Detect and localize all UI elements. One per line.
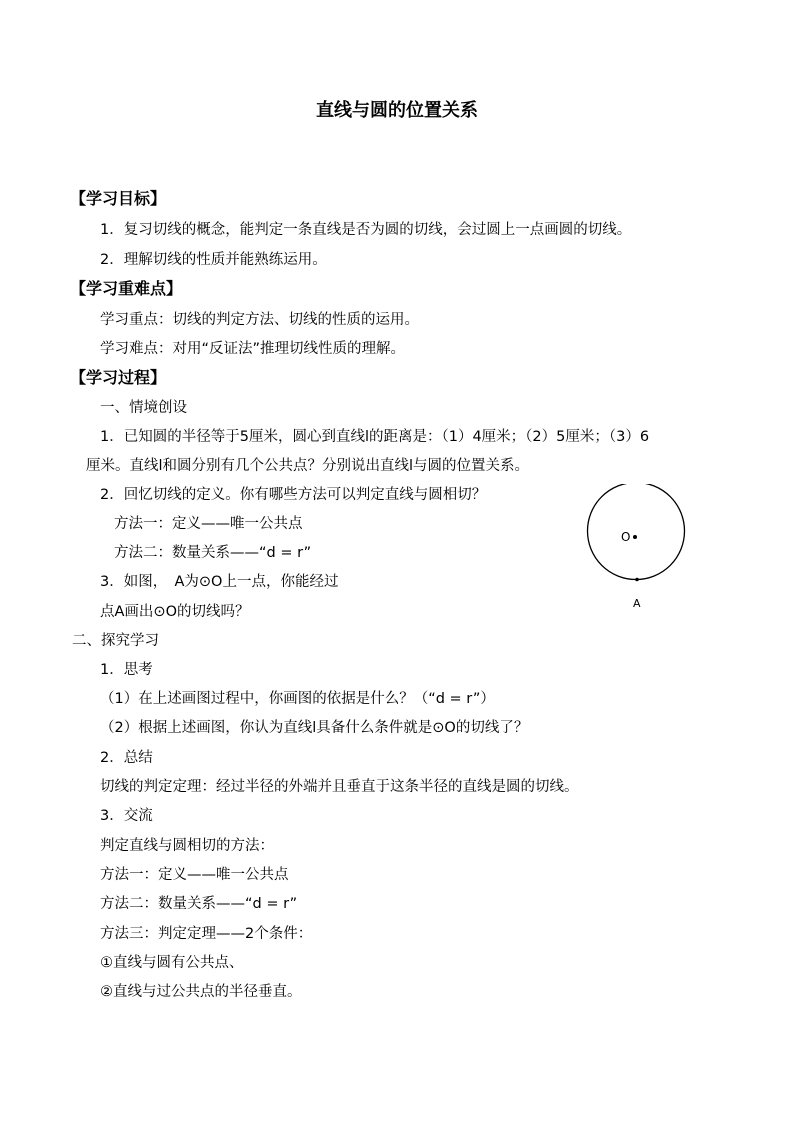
think-question-2: （2）根据上述画图，你认为直线l具备什么条件就是⊙O的切线了？	[100, 720, 529, 736]
think-title: 1．思考	[100, 662, 153, 678]
point-a-label: A	[633, 597, 641, 610]
method-2: 方法二：数量关系——“d = r”	[100, 896, 298, 912]
exchange-title: 3．交流	[100, 808, 153, 824]
key-points-heading: 【学习重难点】	[70, 279, 183, 298]
methods-intro: 判定直线与圆相切的方法：	[100, 838, 274, 854]
recall-method-1: 方法一：定义——唯一公共点	[114, 516, 303, 532]
process-heading: 【学习过程】	[70, 368, 167, 387]
method-1: 方法一：定义——唯一公共点	[100, 867, 289, 883]
tangent-theorem: 切线的判定定理：经过半径的外端并且垂直于这条半径的直线是圆的切线。	[100, 779, 579, 795]
question-3-line-2: 点A画出⊙O的切线吗？	[100, 604, 250, 620]
condition-1: ①直线与圆有公共点、	[100, 955, 244, 971]
question-3-line-1: 3．如图， A为⊙O上一点，你能经过	[100, 574, 339, 590]
recall-method-2: 方法二：数量关系——“d = r”	[114, 545, 312, 561]
condition-2: ②直线与过公共点的半径垂直。	[100, 984, 302, 1000]
center-label: O	[621, 530, 631, 544]
goal-item-1: 1．复习切线的概念，能判定一条直线是否为圆的切线，会过圆上一点画圆的切线。	[100, 222, 632, 238]
part1-title: 一、情境创设	[100, 400, 187, 416]
key-difficulty: 学习难点：对用“反证法”推理切线性质的理解。	[100, 341, 406, 357]
point-a	[635, 578, 639, 582]
question-1-line-1: 1．已知圆的半径等于5厘米，圆心到直线l的距离是：（1）4厘米；（2）5厘米；（3）6	[100, 429, 650, 445]
page-title: 直线与圆的位置关系	[316, 100, 478, 121]
key-focus: 学习重点：切线的判定方法、切线的性质的运用。	[100, 312, 419, 328]
think-question-1: （1）在上述画图过程中，你画图的依据是什么？（“d = r”）	[100, 691, 495, 707]
summary-title: 2．总结	[100, 750, 153, 766]
circle-o	[588, 484, 685, 580]
goals-heading: 【学习目标】	[70, 189, 167, 208]
question-1-line-2: 厘米。直线l和圆分别有几个公共点？分别说出直线l与圆的位置关系。	[86, 458, 530, 474]
method-3: 方法三：判定定理——2个条件：	[100, 926, 313, 942]
part2-title: 二、探究学习	[72, 633, 159, 649]
question-2: 2．回忆切线的定义。你有哪些方法可以判定直线与圆相切？	[100, 487, 487, 503]
center-point	[633, 535, 637, 539]
circle-figure	[580, 484, 710, 624]
goal-item-2: 2．理解切线的性质并能熟练运用。	[100, 252, 327, 268]
